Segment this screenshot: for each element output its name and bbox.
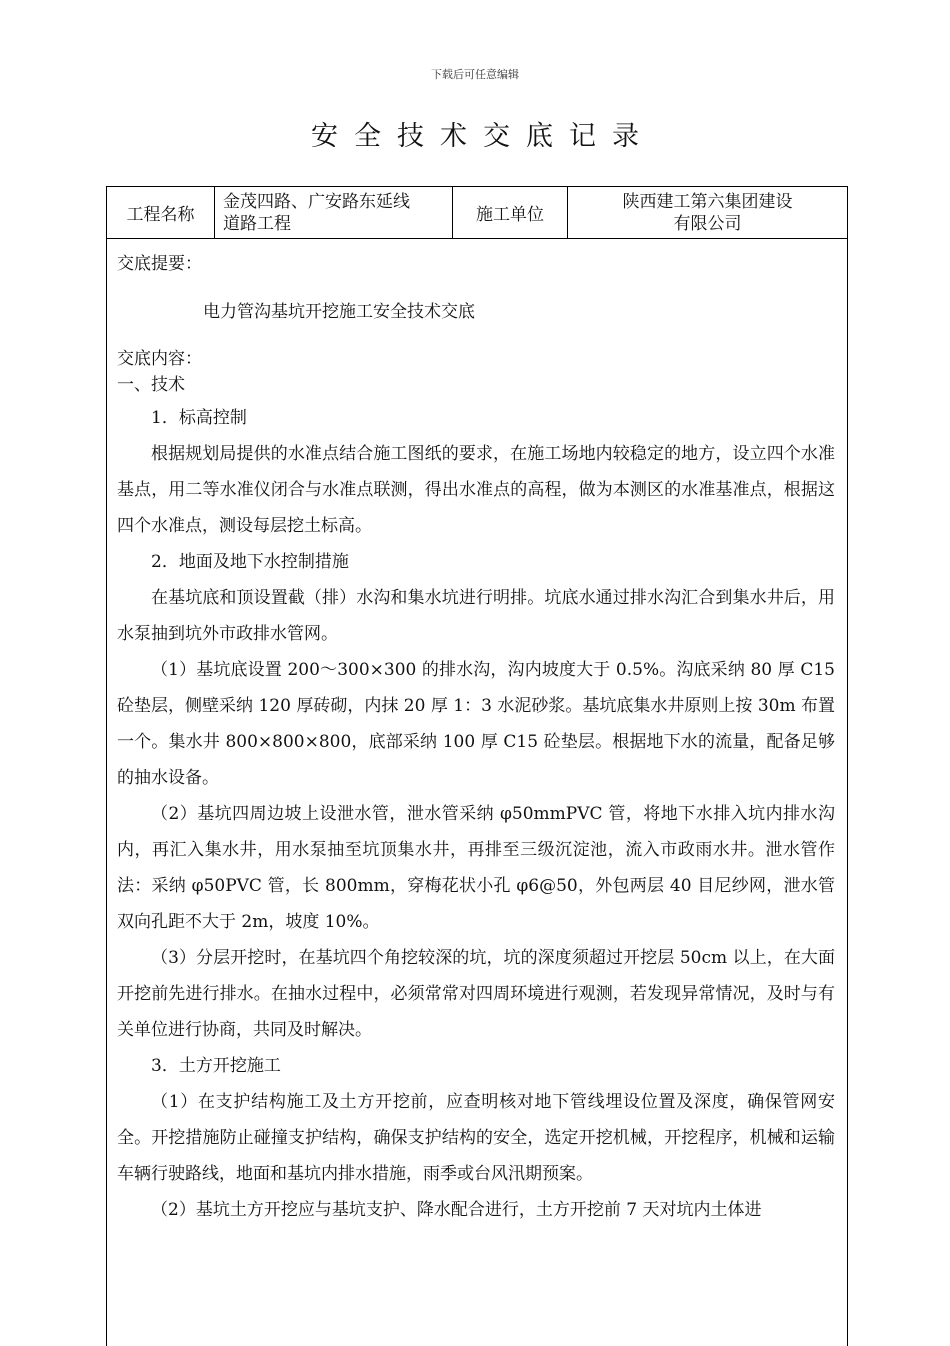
header-row	[107, 187, 847, 239]
s2-paragraph-3: （3）分层开挖时，在基坑四个角挖较深的坑，坑的深度须超过开挖层 50cm 以上，在大面开挖前先进行排水。在抽水过程中，必须常常对四周环境进行观测，若发现异常情况，及时与有关单位进行协商，共同及时解决。	[117, 948, 835, 1040]
s1-title: 1．标高控制	[151, 408, 247, 428]
s2-paragraph-2: （2）基坑四周边坡上设泄水管，泄水管采纳 φ50mmPVC 管，将地下水排入坑内排水沟内，再汇入集水井，用水泵抽至坑顶集水井，再排至三级沉淀池，流入市政雨水井。泄水管作法：采纳 φ50PVC 管，长 800mm，穿梅花状小孔 φ6@50，外包两层 40 目尼纱网，泄水管双向孔距不大于 2m，坡度 10%。	[117, 804, 835, 932]
s2-text: 在基坑底和顶设置截（排）水沟和集水坑进行明排。坑底水通过排水沟汇合到集水井后，用水泵抽到坑外市政排水管网。	[117, 588, 835, 644]
record-body	[107, 239, 847, 1228]
construction-unit-label: 施工单位	[453, 187, 568, 238]
project-name-value	[215, 187, 453, 238]
s2-title: 2．地面及地下水控制措施	[151, 552, 349, 572]
construction-unit-line1: 陕西建工第六集团建设	[622, 191, 793, 212]
s3-paragraph-1: （1）在支护结构施工及土方开挖前，应查明核对地下管线埋设位置及深度，确保管网安全。开挖措施防止碰撞支护结构，确保支护结构的安全，选定开挖机械，开挖程序，机械和运输车辆行驶路线，地面和基坑内排水措施，雨季或台风汛期预案。	[117, 1092, 835, 1184]
construction-unit-line2: 有限公司	[673, 213, 742, 234]
record-table	[106, 186, 848, 1346]
watermark-text: 下载后可任意编辑	[431, 68, 519, 81]
s3-title: 3．土方开挖施工	[151, 1056, 281, 1076]
project-name-line2: 道路工程	[223, 213, 291, 234]
project-name-line1: 金茂四路、广安路东延线	[223, 191, 410, 212]
project-name-label: 工程名称	[107, 187, 215, 238]
s2-paragraph-1: （1）基坑底设置 200～300×300 的排水沟，沟内坡度大于 0.5%。沟底采纳 80 厚 C15 砼垫层，侧壁采纳 120 厚砖砌，内抹 20 厚 1：3 水泥砂浆。基坑底集水井原则上按 30m 布置一个。集水井 800×800×800，底部采纳 100 厚 C15 砼垫层。根据地下水的流量，配备足够的抽水设备。	[117, 660, 835, 788]
construction-unit-value	[568, 187, 847, 238]
summary-label: 交底提要：	[117, 254, 202, 274]
section-technology: 一、技术	[117, 375, 185, 395]
page-title: 安全技术交底记录	[311, 121, 655, 152]
s3-paragraph-2: （2）基坑土方开挖应与基坑支护、降水配合进行，土方开挖前 7 天对坑内土体进	[151, 1200, 762, 1220]
summary-text: 电力管沟基坑开挖施工安全技术交底	[203, 302, 475, 322]
content-label: 交底内容：	[117, 349, 202, 369]
s1-text: 根据规划局提供的水准点结合施工图纸的要求，在施工场地内较稳定的地方，设立四个水准基点，用二等水准仪闭合与水准点联测，得出水准点的高程，做为本测区的水准基准点，根据这四个水准点，测设每层挖土标高。	[117, 444, 835, 536]
